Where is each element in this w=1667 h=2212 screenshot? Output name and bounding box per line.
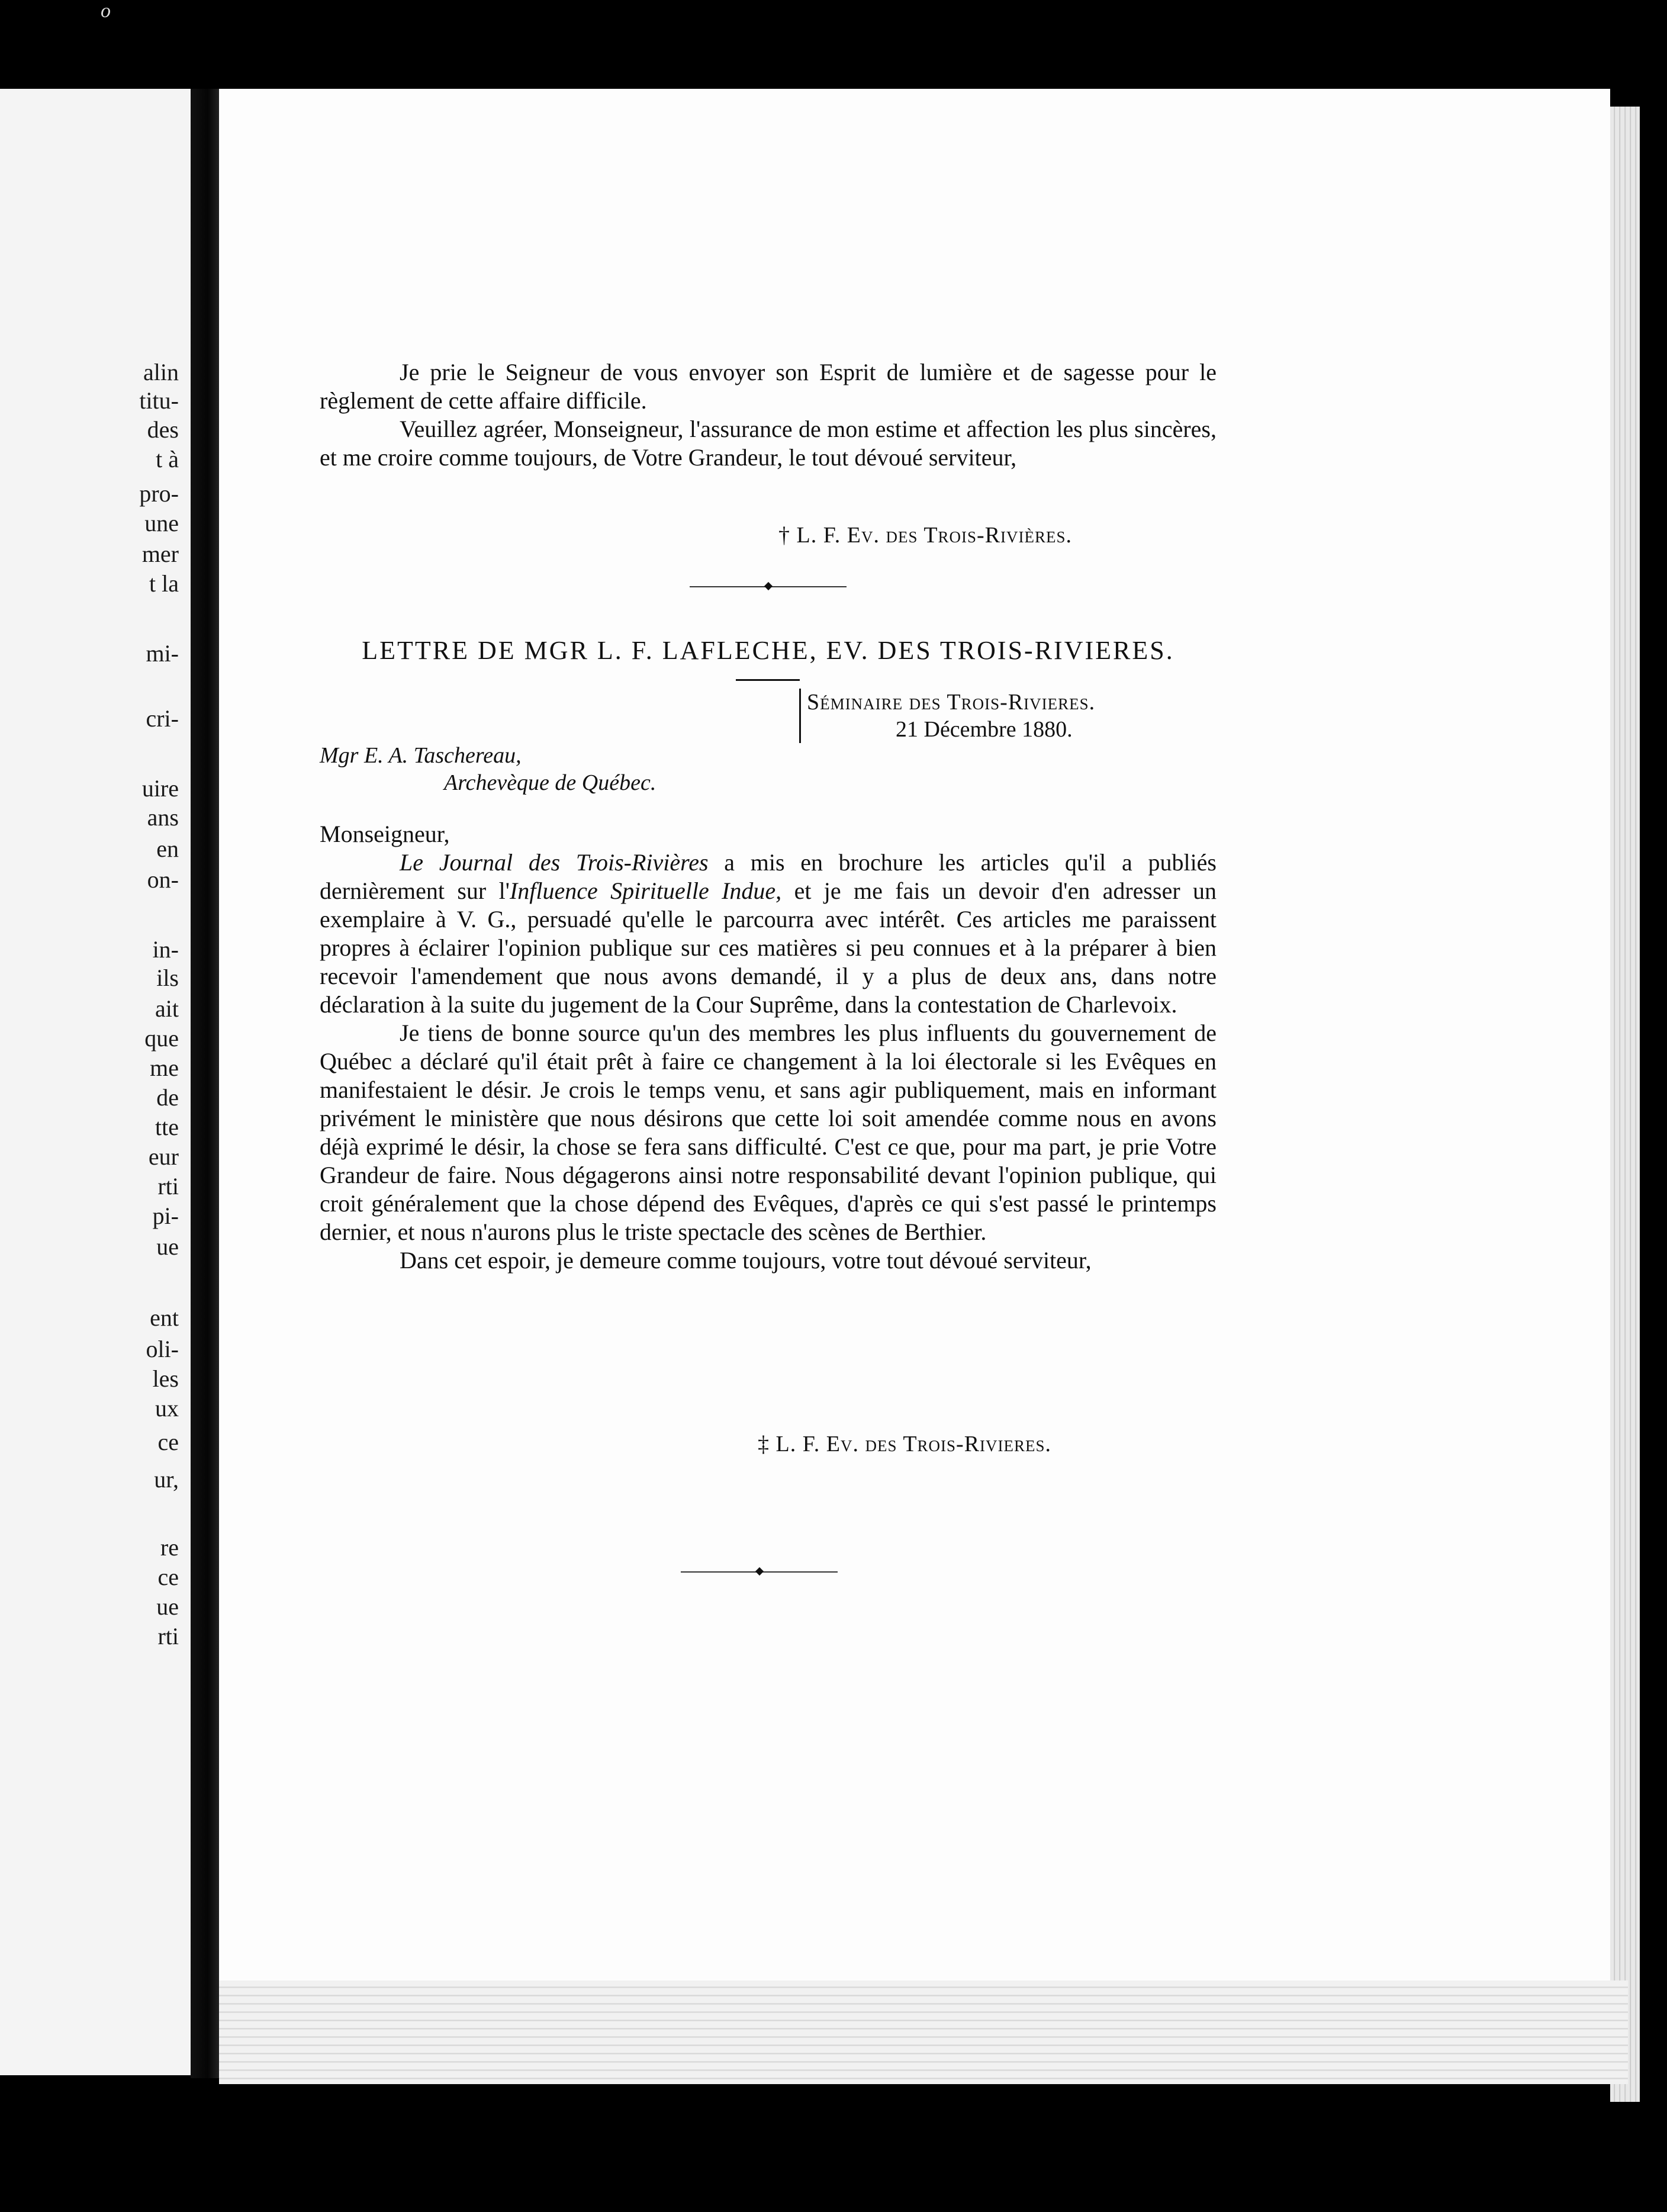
left-page-fragment: de: [156, 1084, 179, 1111]
left-page-fragment: cri-: [146, 705, 179, 732]
left-page-fragment: que: [144, 1025, 179, 1052]
left-page-fragment: ce: [157, 1429, 179, 1455]
left-page-fragment: ux: [155, 1395, 179, 1422]
page-bottom-edge: [219, 1980, 1628, 2084]
second-letter-signature: ‡ L. F. Ev. des Trois-Rivieres.: [758, 1432, 1052, 1457]
place-date-block: [799, 689, 1095, 743]
addressee-block: [320, 742, 656, 796]
title-rule: [736, 679, 800, 681]
left-page-fragment: in-: [152, 936, 179, 963]
left-page-fragment: les: [152, 1365, 179, 1392]
left-page-fragment: rti: [157, 1623, 179, 1650]
body-paragraph-1: [320, 848, 1217, 1019]
page-edge: [1610, 107, 1640, 2102]
left-page-fragment: titu-: [139, 387, 179, 414]
left-page-fragment: une: [144, 510, 179, 536]
letter-body: [320, 848, 1217, 1275]
left-page-fragment: ans: [147, 804, 179, 831]
left-page-fragment: mi-: [146, 640, 179, 667]
left-page-fragment: pro-: [139, 480, 179, 507]
left-page-fragment: eur: [148, 1143, 179, 1170]
left-page-fragment: uire: [141, 775, 179, 802]
body-paragraph-1-part-a: a mis en brochure les articles qu'il a publiés dernièrement sur l': [320, 849, 1217, 904]
left-page-fragment: ils: [156, 964, 179, 991]
corner-mark: o: [101, 0, 111, 22]
left-page-fragment: ce: [157, 1564, 179, 1590]
journal-title: Le Journal des Trois-Rivières: [400, 849, 709, 876]
letter-title: LETTRE DE MGR L. F. LAFLECHE, EV. DES TROIS-RIVIERES.: [362, 636, 1174, 665]
left-page-fragment: re: [160, 1534, 179, 1561]
addressee-name: Mgr E. A. Taschereau,: [320, 743, 522, 768]
left-page-fragment: on-: [147, 866, 179, 893]
body-paragraph-1-part-b: et je me fais un devoir d'en adresser un exemplaire à V. G., persuadé qu'elle le parcourra avec intérêt. Ces articles me paraissent propres à éclairer l'opinion publique sur ces matières si peu connues et à la préparer à bien recevoir l'amendement que nous avons demandé, il y a plus de deux ans, dans notre déclaration à la suite du jugement de la Cour Suprême, dans la contestation de Charlevoix.: [320, 877, 1217, 1018]
left-page-fragment: oli-: [146, 1336, 179, 1362]
closing-paragraph-2: Veuillez agréer, Monseigneur, l'assurance de mon estime et affection les plus sincères, et me croire comme toujours, de Votre Grandeur, le tout dévoué serviteur,: [320, 416, 1217, 471]
letter-date: 21 Décembre 1880.: [896, 717, 1073, 742]
left-page-fragment: ait: [155, 995, 179, 1022]
salutation: Monseigneur,: [320, 821, 450, 847]
left-page-fragment: ue: [156, 1233, 179, 1260]
influence-title: Influence Spirituelle Indue,: [509, 877, 782, 904]
body-paragraph-3: Dans cet espoir, je demeure comme toujours, votre tout dévoué serviteur,: [400, 1247, 1092, 1274]
body-paragraph-2: Je tiens de bonne source qu'un des membres les plus influents du gouvernement de Québec a déclaré qu'il était prêt à faire ce changement à la loi électorale si les Evêques en manifestaient le désir. Je crois le temps venu, et sans agir publiquement, mais en informant privément le ministère que nous désirons que cette loi soit amendée comme nous en avons déjà exprimé le désir, la chose se fera sans difficulté. C'est ce que, pour ma part, je prie Votre Grandeur de faire. Nous dégagerons ainsi notre responsabilité devant l'opinion publique, qui croit généralement que la chose dépend des Evêques, d'après ce qui s'est passé le printemps dernier, et nous n'aurons plus le triste spectacle des scènes de Berthier.: [320, 1020, 1217, 1245]
first-letter-signature: † L. F. Ev. des Trois-Rivières.: [778, 523, 1073, 548]
closing-paragraph-1: Je prie le Seigneur de vous envoyer son Esprit de lumière et de sagesse pour le règlement de cette affaire difficile.: [320, 359, 1217, 414]
left-page-fragment: ue: [156, 1593, 179, 1620]
left-page-fragment: mer: [141, 541, 179, 567]
addressee-title: Archevèque de Québec.: [444, 770, 656, 795]
left-page-fragment: alin: [143, 359, 179, 385]
ornament-divider-1: [690, 586, 847, 587]
book-spine: [191, 89, 219, 2078]
left-page-fragment: tte: [155, 1114, 179, 1140]
left-page-fragment: t la: [149, 570, 179, 597]
left-page-fragment: me: [150, 1054, 179, 1081]
left-page-fragment: des: [147, 416, 179, 443]
first-letter-closing: [320, 358, 1217, 472]
left-page-fragment: ur,: [154, 1466, 179, 1493]
left-page-fragment: ent: [150, 1304, 179, 1331]
left-page-fragment: pi-: [152, 1203, 179, 1229]
left-page-fragment: t à: [156, 446, 179, 472]
left-page-fragment: en: [156, 835, 179, 862]
ornament-divider-2: [681, 1571, 838, 1573]
letter-place: Séminaire des Trois-Rivieres.: [807, 690, 1096, 715]
left-page-fragment: rti: [157, 1173, 179, 1200]
